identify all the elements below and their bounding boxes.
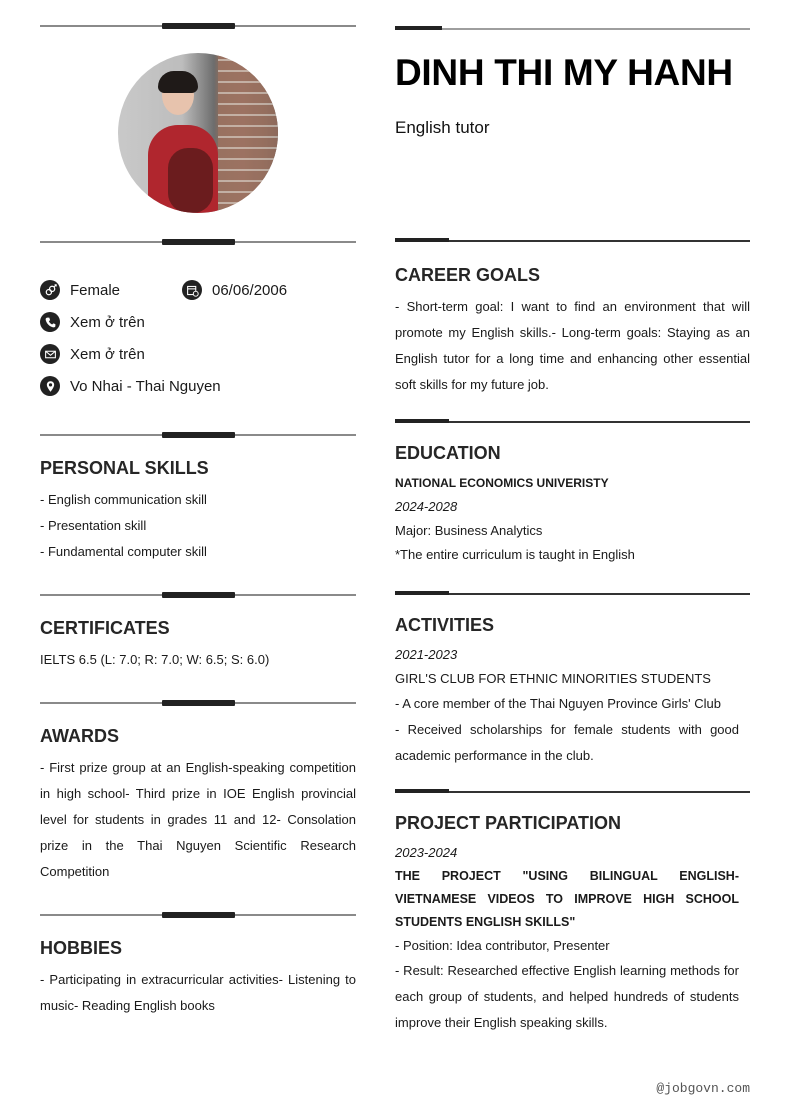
- education-title: EDUCATION: [395, 443, 501, 463]
- candidate-role: English tutor: [395, 118, 490, 137]
- awards-title: AWARDS: [40, 726, 120, 746]
- education-major: Major: Business Analytics: [395, 523, 543, 538]
- projects-title: PROJECT PARTICIPATION: [395, 813, 622, 833]
- divider-education: [395, 419, 750, 425]
- education-note: *The entire curriculum is taught in English: [395, 547, 635, 562]
- career-goals-text: - Short-term goal: I want to find an environment that will promote my English skills.- Long-term goals: Staying as an English tutor for a long time and enhancing other essential soft skills for my future job.: [395, 299, 750, 392]
- gender-icon: [40, 280, 60, 300]
- divider-top-right: [395, 26, 750, 32]
- gender-value: Female: [70, 281, 121, 299]
- calendar-icon: [182, 280, 202, 300]
- project-result: - Result: Researched effective English learning methods for each group of students, and helped hundreds of students improve their English speaking skills.: [395, 963, 739, 1030]
- skill-item: - Fundamental computer skill: [40, 544, 207, 559]
- divider-top-left: [40, 22, 356, 30]
- divider-hobbies: [40, 911, 356, 919]
- divider-projects: [395, 789, 750, 795]
- project-position: - Position: Idea contributor, Presenter: [395, 938, 610, 953]
- skill-item: - English communication skill: [40, 492, 207, 507]
- phone-value: Xem ở trên: [70, 313, 145, 331]
- activities-title: ACTIVITIES: [395, 615, 495, 635]
- activities-period: 2021-2023: [395, 647, 458, 662]
- personal-skills-list: [40, 487, 356, 565]
- certificates-title: CERTIFICATES: [40, 618, 170, 638]
- project-period: 2023-2024: [395, 845, 458, 860]
- gender-row: [40, 280, 120, 300]
- projects-block: [395, 841, 739, 1036]
- divider-awards: [40, 699, 356, 707]
- education-period: 2024-2028: [395, 499, 458, 514]
- phone-row: [40, 312, 145, 332]
- phone-icon: [40, 312, 60, 332]
- activities-block: [395, 643, 739, 769]
- divider-certificates: [40, 591, 356, 599]
- hobbies-title: HOBBIES: [40, 938, 123, 958]
- activity-item: - Received scholarships for female students with good academic performance in the club.: [395, 722, 739, 763]
- divider-skills: [40, 431, 356, 439]
- education-block: [395, 471, 750, 567]
- email-row: [40, 344, 145, 364]
- email-value: Xem ở trên: [70, 345, 145, 363]
- profile-photo: [118, 53, 278, 213]
- awards-text: - First prize group at an English-speaking competition in high school- Third prize in IOE English provincial level for students in grades 11 and 12- Consolation prize in the Thai Nguyen Scientific Research Competition: [40, 760, 356, 879]
- birthday-value: 06/06/2006: [212, 281, 288, 299]
- skill-item: - Presentation skill: [40, 518, 147, 533]
- location-pin-icon: [40, 376, 60, 396]
- address-row: [40, 376, 221, 396]
- watermark: @jobgovn.com: [656, 1081, 750, 1096]
- activities-organization: GIRL'S CLUB FOR ETHNIC MINORITIES STUDENTS: [395, 671, 711, 686]
- candidate-name: DINH THI MY HANH: [395, 52, 733, 93]
- career-goals-title: CAREER GOALS: [395, 265, 541, 285]
- school-name: NATIONAL ECONOMICS UNIVERISTY: [395, 476, 609, 490]
- certificate-item: IELTS 6.5 (L: 7.0; R: 7.0; W: 6.5; S: 6.0): [40, 652, 270, 667]
- mail-icon: [40, 344, 60, 364]
- activity-item: - A core member of the Thai Nguyen Province Girls' Club: [395, 696, 721, 711]
- divider-activities: [395, 591, 750, 597]
- project-name: THE PROJECT "USING BILINGUAL ENGLISH-VIETNAMESE VIDEOS TO IMPROVE HIGH SCHOOL STUDENTS ENGLISH SKILLS": [395, 869, 739, 929]
- personal-skills-title: PERSONAL SKILLS: [40, 458, 209, 478]
- address-value: Vo Nhai - Thai Nguyen: [70, 377, 221, 395]
- hobbies-text: - Participating in extracurricular activities- Listening to music- Reading English books: [40, 972, 356, 1013]
- birthday-row: [182, 280, 287, 300]
- divider-career-goals: [395, 238, 750, 244]
- divider-photo-bottom: [40, 238, 356, 246]
